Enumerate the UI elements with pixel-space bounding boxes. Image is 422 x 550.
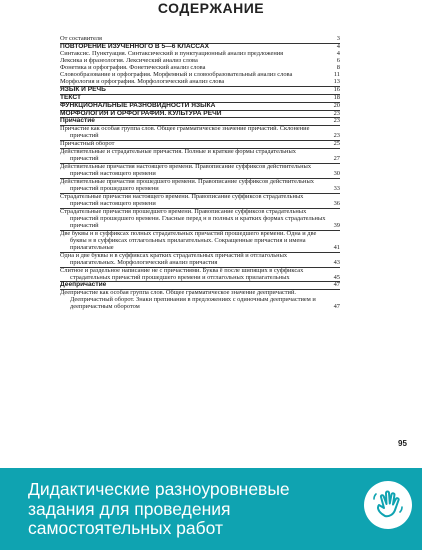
toc-entry-title: Страдательные причастия прошедшего времени. Правописание суффиксов страдательных причастий прошедшего времени. Гласные перед н в полных и кратких формах страдательных причастий [60, 207, 326, 229]
toc-entry-title: Причастие как особая группа слов. Общее грамматическое значение причастий. Склонение причастий [60, 125, 310, 140]
toc-section-title: МОРФОЛОГИЯ И ОРФОГРАФИЯ. КУЛЬТУРА РЕЧИ [60, 109, 222, 117]
toc-section[interactable] [60, 102, 340, 110]
toc-entry-page: 25 [333, 140, 340, 148]
toc-entry-page: 8 [336, 63, 340, 71]
toc-entry-title: Деепричастие как особая группа слов. Общее грамматическое значение деепричастий. Деепричастный оборот. Знаки препинания в предложениях с одиночным деепричастием и деепричастным оборотом [60, 289, 316, 311]
table-of-contents [60, 36, 340, 311]
toc-section[interactable] [60, 110, 340, 118]
banner-line: Дидактические разноуровневые [28, 479, 290, 499]
toc-subsection-title: Деепричастие [60, 281, 107, 289]
toc-entry-page: 4 [336, 49, 340, 57]
toc-entry-page: 23 [333, 117, 340, 125]
toc-entry-page: 13 [333, 77, 340, 85]
toc-entry-page: 39 [333, 221, 340, 229]
toc-entry-page: 30 [333, 170, 340, 178]
toc-section[interactable] [60, 94, 340, 102]
toc-entry-page: 18 [333, 93, 340, 101]
toc-entry-page: 41 [333, 243, 340, 251]
toc-entry[interactable] [60, 230, 340, 252]
toc-entry-page: 47 [333, 303, 340, 311]
toc-section[interactable] [60, 86, 340, 94]
toc-entry-page: 45 [333, 273, 340, 281]
toc-entry[interactable] [60, 289, 340, 311]
toc-entry[interactable] [60, 267, 340, 282]
toc-entry-title: Фонетика и орфография. Фонетический анализ слова [60, 63, 206, 71]
toc-entry[interactable] [60, 148, 340, 163]
toc-section-title: ФУНКЦИОНАЛЬНЫЕ РАЗНОВИДНОСТИ ЯЗЫКА [60, 101, 216, 109]
banner-line: задания для проведения [28, 498, 231, 519]
hand-gesture-icon-glyph [364, 481, 412, 529]
toc-subsection[interactable] [60, 281, 340, 289]
toc-section-title: ЯЗЫК И РЕЧЬ [60, 85, 106, 93]
toc-subsection[interactable] [60, 117, 340, 125]
toc-entry-page: 47 [333, 281, 340, 289]
toc-entry-page: 33 [333, 185, 340, 193]
toc-entry-title: Слитное и раздельное написание не с причастиями. Буква ё после шипящих в суффиксах страдательных причастий прошедшего времени и отглагольных прилагательных [60, 266, 304, 281]
toc-entry-page: 11 [333, 70, 340, 78]
toc-entry[interactable] [60, 163, 340, 178]
toc-entry[interactable] [60, 79, 340, 86]
toc-entry[interactable] [60, 178, 340, 193]
toc-entry-page: 3 [336, 35, 340, 42]
toc-entry-page: 27 [333, 155, 340, 163]
page-number: 95 [398, 439, 407, 448]
toc-entry[interactable] [60, 140, 340, 148]
toc-entry-title: Действительные причастия настоящего времени. Правописание суффиксов действительных причастий настоящего времени [60, 163, 312, 178]
toc-entry-page: 23 [333, 132, 340, 140]
toc-entry-title: Причастный оборот [60, 140, 115, 148]
toc-entry[interactable] [60, 193, 340, 208]
toc-entry-title: Страдательные причастия настоящего времени. Правописание суффиксов страдательных причастий настоящего времени [60, 193, 304, 207]
toc-entry-title: Действительные причастия прошедшего времени. Правописание суффиксов действительных причастий прошедшего времени [60, 178, 314, 193]
page-title: СОДЕРЖАНИЕ [157, 0, 265, 16]
toc-entry-title: Две буквы н в суффиксах полных страдательных причастий прошедшего времени. Одна и две буквы н в суффиксах отглагольных прилагательных. Сокращенные причастия и имена прилагательные [60, 229, 317, 251]
toc-entry-title: От составителя [60, 35, 102, 42]
banner-text [28, 480, 348, 539]
toc-entry-title: Действительные и страдательные причастия. Полные и краткие формы страдательных причастий [60, 148, 296, 163]
toc-entry-page: 36 [333, 199, 340, 207]
toc-entry-page: 4 [336, 42, 340, 50]
hand-gesture-icon [364, 481, 412, 529]
toc-section-title: ПОВТОРЕНИЕ ИЗУЧЕННОГО В 5—6 КЛАССАХ [60, 42, 210, 50]
toc-entry[interactable] [60, 252, 340, 267]
toc-entry-page: 43 [333, 258, 340, 266]
toc-entry-title: Словообразование и орфография. Морфемный и словообразовательный анализ слова [60, 70, 293, 78]
toc-entry[interactable] [60, 36, 340, 43]
toc-entry-page: 6 [336, 56, 340, 64]
toc-entry-title: Синтаксис. Пунктуация. Синтаксический и пунктуационный анализ предложения [60, 49, 284, 57]
toc-entry[interactable] [60, 125, 340, 140]
toc-entry-page: 16 [333, 85, 340, 93]
toc-entry[interactable] [60, 208, 340, 230]
promo-banner [0, 468, 422, 550]
toc-entry-title: Одна и две буквы н в суффиксах кратких страдательных причастий и отглагольных прилагательных. Морфологический анализ причастия [60, 251, 288, 266]
banner-line: самостоятельных работ [28, 518, 224, 538]
toc-entry-page: 23 [333, 109, 340, 117]
toc-entry-title: Морфология и орфография. Морфологический анализ слова [60, 77, 225, 85]
toc-entry-title: Лексика и фразеология. Лексический анализ слова [60, 56, 198, 64]
toc-section-title: ТЕКСТ [60, 93, 81, 101]
toc-subsection-title: Причастие [60, 117, 95, 125]
toc-entry-page: 20 [333, 101, 340, 109]
